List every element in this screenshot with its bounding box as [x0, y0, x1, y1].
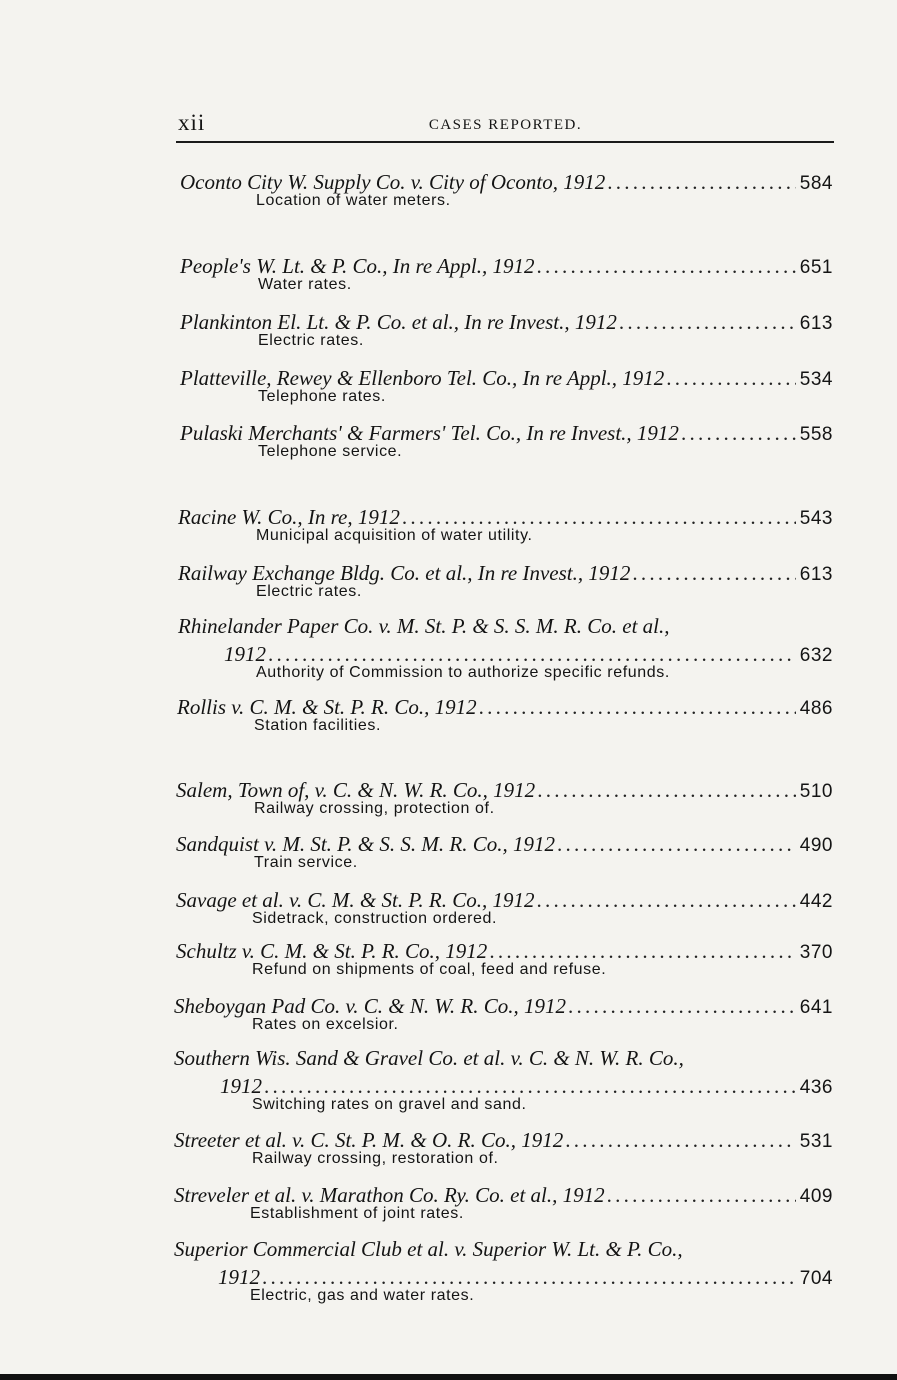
case-title: Rollis v. C. M. & St. P. R. Co., 1912: [177, 695, 477, 719]
case-subject: Authority of Commission to authorize specific refunds.: [256, 664, 670, 681]
page-number: 409: [799, 1186, 833, 1207]
case-title: 1912: [218, 1265, 260, 1289]
page-number: 651: [799, 257, 833, 278]
case-title: Salem, Town of, v. C. & N. W. R. Co., 1912: [176, 778, 536, 802]
page-number: 641: [799, 997, 833, 1018]
dot-leader: [619, 310, 796, 335]
dot-leader: [632, 561, 795, 586]
page-number: 613: [799, 564, 833, 585]
dot-leader: [565, 1128, 796, 1153]
case-subject: Railway crossing, protection of.: [254, 800, 495, 817]
dot-leader: [568, 994, 796, 1019]
case-subject: Establishment of joint rates.: [250, 1205, 464, 1222]
case-title: Streveler et al. v. Marathon Co. Ry. Co. et al., 1912: [174, 1183, 605, 1207]
scan-edge: [0, 1374, 897, 1380]
page-number: 510: [799, 781, 833, 802]
page-number: 558: [799, 424, 833, 445]
case-subject: Electric rates.: [258, 332, 364, 349]
page-number: 632: [799, 645, 833, 666]
dot-leader: [607, 170, 796, 195]
case-title-first-line: Southern Wis. Sand & Gravel Co. et al. v. C. & N. W. R. Co.,: [174, 1046, 684, 1070]
case-title: Platteville, Rewey & Ellenboro Tel. Co., In re Appl., 1912: [180, 366, 665, 390]
case-subject: Switching rates on gravel and sand.: [252, 1096, 527, 1113]
case-subject: Train service.: [254, 854, 358, 871]
page-number: 486: [799, 698, 833, 719]
page-number: 704: [799, 1268, 833, 1289]
case-title: Savage et al. v. C. M. & St. P. R. Co., 1912: [176, 888, 535, 912]
case-title: Racine W. Co., In re, 1912: [178, 505, 400, 529]
case-title-first-line: Rhinelander Paper Co. v. M. St. P. & S. S. M. R. Co. et al.,: [178, 614, 670, 638]
case-subject: Railway crossing, restoration of.: [252, 1150, 499, 1167]
dot-leader: [557, 832, 796, 857]
case-subject: Electric rates.: [256, 583, 362, 600]
case-title-first-line: Superior Commercial Club et al. v. Superior W. Lt. & P. Co.,: [174, 1237, 683, 1261]
case-title: Sandquist v. M. St. P. & S. S. M. R. Co., 1912: [176, 832, 555, 856]
case-subject: Telephone service.: [258, 443, 403, 460]
case-subject: Location of water meters.: [256, 192, 451, 209]
page-folio: xii: [178, 110, 206, 135]
dot-leader: [607, 1183, 796, 1208]
case-title: Railway Exchange Bldg. Co. et al., In re Invest., 1912: [178, 561, 631, 585]
page-number: 370: [799, 942, 833, 963]
page-number: 543: [799, 508, 833, 529]
page-header: [178, 110, 833, 140]
case-title: Streeter et al. v. C. St. P. M. & O. R. Co., 1912: [174, 1128, 564, 1152]
case-title: 1912: [224, 642, 266, 666]
case-title: Oconto City W. Supply Co. v. City of Oconto, 1912: [180, 170, 606, 194]
case-subject: Water rates.: [258, 276, 352, 293]
page-number: 534: [799, 369, 833, 390]
case-subject: Refund on shipments of coal, feed and refuse.: [252, 961, 607, 978]
case-subject: Sidetrack, construction ordered.: [252, 910, 498, 927]
case-title: People's W. Lt. & P. Co., In re Appl., 1912: [180, 254, 535, 278]
page-number: 442: [799, 891, 833, 912]
dot-leader: [479, 695, 796, 720]
page-number: 490: [799, 835, 833, 856]
case-title: Plankinton El. Lt. & P. Co. et al., In re Invest., 1912: [180, 310, 617, 334]
case-subject: Rates on excelsior.: [252, 1016, 399, 1033]
running-head: CASES REPORTED.: [428, 117, 583, 133]
case-title: 1912: [220, 1074, 262, 1098]
dot-leader: [681, 421, 796, 446]
case-subject: Electric, gas and water rates.: [250, 1287, 475, 1304]
page-number: 584: [799, 173, 833, 194]
case-subject: Municipal acquisition of water utility.: [256, 527, 533, 544]
header-rule: [176, 141, 834, 143]
dot-leader: [537, 254, 796, 279]
page-number: 613: [799, 313, 833, 334]
dot-leader: [666, 366, 796, 391]
case-title: Pulaski Merchants' & Farmers' Tel. Co., In re Invest., 1912: [180, 421, 679, 445]
page-number: 436: [799, 1077, 833, 1098]
case-subject: Station facilities.: [254, 717, 382, 734]
dot-leader: [537, 778, 796, 803]
case-title: Schultz v. C. M. & St. P. R. Co., 1912: [176, 939, 488, 963]
page-number: 531: [799, 1131, 833, 1152]
case-subject: Telephone rates.: [258, 388, 386, 405]
dot-leader: [537, 888, 796, 913]
case-title: Sheboygan Pad Co. v. C. & N. W. R. Co., 1912: [174, 994, 566, 1018]
